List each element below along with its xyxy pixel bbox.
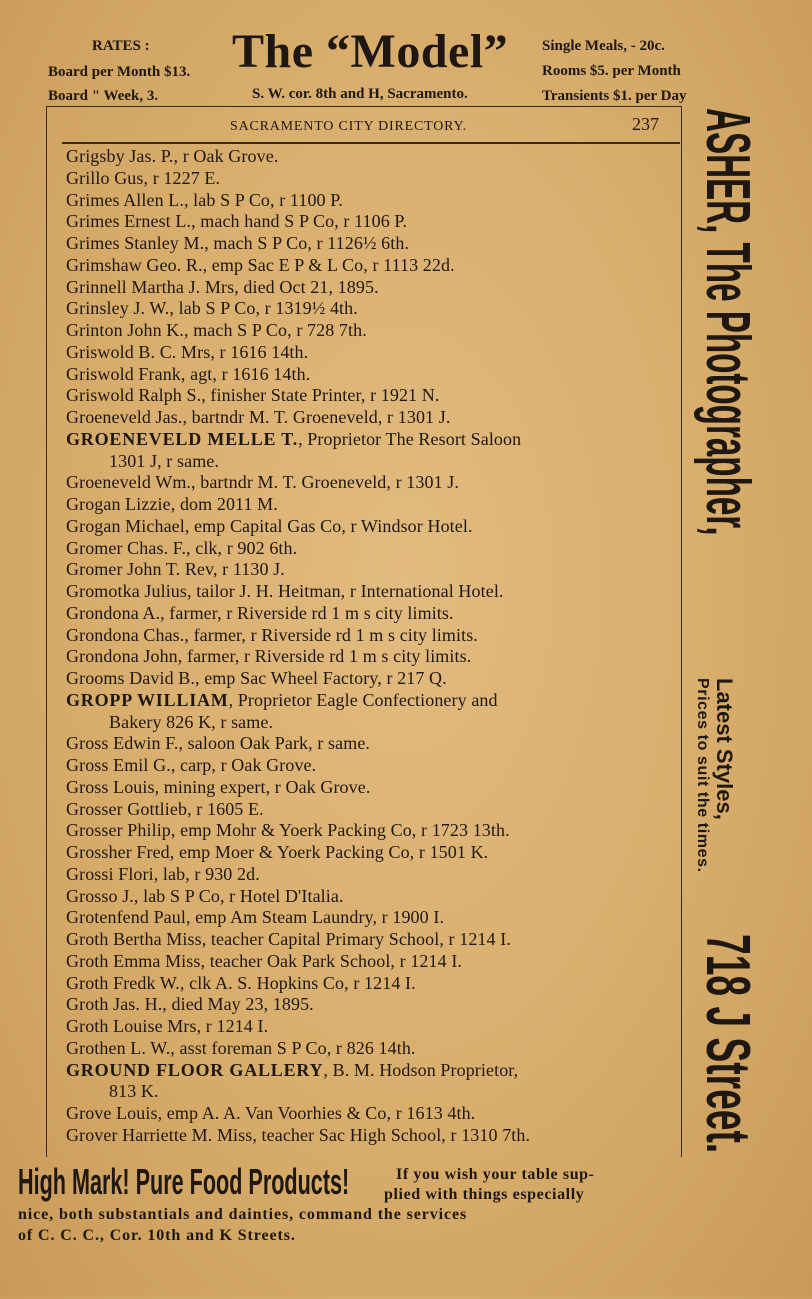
directory-entry [66,886,678,908]
entry-details: , clk A. S. Hopkins Co, r 1214 I. [179,972,416,993]
entry-name: Grossher Fred [66,842,170,862]
entry-name: Groeneveld Wm. [66,472,192,493]
side-ad-tagline: Latest Styles, [712,678,737,820]
entry-name: Grove Louis [66,1103,158,1123]
running-head: SACRAMENTO CITY DIRECTORY. [230,119,467,134]
directory-entry [66,472,678,494]
directory-entry [66,298,678,320]
directory-entry [66,516,678,538]
entry-details: , emp Am Steam Laundry, r 1900 I. [185,907,445,928]
directory-entry [66,929,678,951]
rate-month: Board per Month $13. [48,64,191,80]
entry-name: Grondona John [66,646,178,667]
entry-continuation: 813 K. [109,1081,159,1102]
entry-details: , finisher State Printer, r 1921 N. [201,385,440,406]
entry-name: Grimes Ernest L. [66,211,192,232]
entry-details: , bartndr M. T. Groeneveld, r 1301 J. [182,407,451,427]
entry-name: Groth Jas. H. [66,994,163,1015]
directory-entry [66,842,678,864]
bottom-ad-headline: High Mark! Pure Food Products! [18,1161,350,1202]
entry-name: Grinnell Martha J. Mrs [66,276,235,297]
bottom-ad-line2: plied with things especially [384,1186,585,1203]
entry-details: , mach S P Co, r 728 7th. [184,320,367,340]
entry-details: , r 1130 J. [212,559,285,580]
entry-details: , r 1605 E. [187,798,264,819]
entry-details: , emp Capital Gas Co, r Windsor Hotel. [184,515,473,536]
rate-week: Board " Week, 3. [48,88,159,104]
entry-details: , dom 2011 M. [170,494,278,514]
entry-name: GROPP WILLIAM [66,689,229,710]
directory-entry [66,668,678,690]
entry-name: Grinsley J. W. [66,298,170,319]
entry-details: , r 1214 I. [196,1016,269,1036]
entry-name: Groth Emma Miss [66,950,201,971]
entry-name: Grossi Flori [66,863,154,884]
entry-name: Gromer Chas. F. [66,537,187,558]
directory-entry [66,1038,678,1060]
entry-name: Grosso J. [66,885,134,906]
entry-details: , lab S P Co, r 1100 P. [183,189,343,210]
directory-entry [66,1103,678,1125]
entry-name: Griswold Ralph S. [66,385,202,406]
entry-details: , r 1616 14th. [210,341,309,362]
entry-details: , farmer, r Riverside rd 1 m s city limits. [160,602,454,623]
entry-details: , r 1227 E. [143,167,221,188]
bottom-ad-line4: of C. C. C., Cor. 10th and K Streets. [18,1227,296,1244]
entry-name: Grinton John K. [66,320,184,340]
entry-details: , teacher Sac High School, r 1310 7th. [252,1124,531,1145]
directory-entry [66,1125,678,1147]
directory-entry [66,625,678,647]
directory-entry [66,364,678,386]
entry-details: , emp Moer & Yoerk Packing Co, r 1501 K. [169,842,489,862]
entry-name: Gromer John T. Rev [66,559,213,580]
entry-details: , clk, r 902 6th. [186,537,298,558]
entry-details: , emp Mohr & Yoerk Packing Co, r 1723 13th. [170,820,510,841]
directory-entry [66,342,678,364]
entry-name: Grosser Philip [66,820,171,841]
entry-continuation: 1301 J, r same. [109,450,219,471]
directory-entry [66,255,678,277]
entry-name: Groth Bertha Miss [66,929,202,949]
directory-entry [66,168,678,190]
directory-entry [66,1016,678,1038]
directory-entry [66,755,678,777]
directory-entry [66,733,678,755]
entry-name: Grosser Gottlieb [66,798,188,819]
entry-details: , farmer, r Riverside rd 1 m s city limits. [184,624,478,645]
page-number: 237 [632,114,659,134]
entry-details: , Proprietor The Resort Saloon [298,428,522,449]
directory-entry [66,973,678,995]
entry-details: , teacher Oak Park School, r 1214 I. [200,950,463,971]
entry-details: , mach S P Co, r 1126½ 6th. [204,233,410,253]
directory-entry [66,646,678,668]
directory-entry [66,603,678,625]
directory-entry [66,211,678,233]
side-ad-tagline2: Prices to suit the times. [694,678,711,873]
directory-entry [66,581,678,603]
entry-name: GROENEVELD MELLE T. [66,428,299,449]
entry-name: Grothen L. W. [66,1037,171,1058]
side-ad-main: ASHER, The Photographer, [693,108,762,536]
entry-details: , lab S P Co, r 1319½ 4th. [169,298,358,319]
entry-name: Gross Emil G. [66,755,171,775]
directory-entry [66,190,678,212]
directory-entry [66,277,678,299]
entry-name: Grooms David B. [66,668,195,688]
directory-entry [66,538,678,560]
entry-name: Groth Louise Mrs [66,1016,197,1036]
entry-details: , asst foreman S P Co, r 826 14th. [170,1037,416,1058]
entry-details: , bartndr M. T. Groeneveld, r 1301 J. [191,472,460,493]
bottom-ad-line1: If you wish your table sup- [396,1166,595,1183]
entry-name: Grondona Chas. [66,624,185,645]
entry-details: , emp Sac Wheel Factory, r 217 Q. [195,668,447,688]
directory-entry [66,320,678,342]
entry-details: , lab, r 930 2d. [153,863,260,884]
directory-entry [66,994,678,1016]
entry-name: Gross Edwin F. [66,733,179,754]
entry-details: , carp, r Oak Grove. [170,755,317,775]
entry-name: Grigsby Jas. P. [66,146,174,166]
directory-entry [66,951,678,973]
entry-details: , died May 23, 1895. [162,994,314,1015]
directory-entry [66,1060,678,1104]
directory-entry [66,385,678,407]
directory-entry [66,907,678,929]
directory-entry [66,559,678,581]
hotel-name: The “Model” [232,25,509,78]
directory-entry [66,146,678,168]
entry-name: Groth Fredk W. [66,972,180,993]
entry-name: Grotenfend Paul [66,907,186,928]
entry-details: , lab S P Co, r Hotel D'Italia. [133,885,344,906]
side-ad-address: 718 J Street. [693,934,762,1154]
entry-name: Grillo Gus [66,167,144,188]
entry-details: , saloon Oak Park, r same. [178,733,371,754]
entry-details: , B. M. Hodson Proprietor, [323,1059,519,1080]
entry-details: , teacher Capital Primary School, r 1214 I. [201,929,511,949]
entry-name: Grimes Allen L. [66,189,184,210]
entry-name: Grogan Lizzie [66,494,171,514]
entry-name: Grondona A. [66,602,161,623]
directory-entry [66,233,678,255]
entry-name: Grover Harriette M. Miss [66,1124,253,1145]
entry-name: Groeneveld Jas. [66,407,183,427]
entry-name: Grimshaw Geo. R. [66,254,203,275]
directory-entry [66,820,678,842]
hotel-address: S. W. cor. 8th and H, Sacramento. [252,86,468,102]
directory-entry [66,777,678,799]
rooms-rate: Rooms $5. per Month [542,63,681,79]
entry-details: , Proprietor Eagle Confectionery and [228,689,498,710]
rates-label: RATES : [92,38,150,54]
entry-details: , agt, r 1616 14th. [180,363,311,384]
transients-rate: Transients $1. per Day [542,88,687,104]
directory-entry [66,429,678,473]
entry-details: , died Oct 21, 1895. [234,276,379,297]
entry-name: Gromotka Julius [66,581,187,601]
entry-name: Grimes Stanley M. [66,233,205,253]
entry-details: , mach hand S P Co, r 1106 P. [191,211,408,232]
directory-entry [66,407,678,429]
entry-details: , mining expert, r Oak Grove. [154,776,371,797]
side-advertisement [690,104,765,1194]
entry-details: , farmer, r Riverside rd 1 m s city limits. [177,646,472,667]
entry-continuation: Bakery 826 K, r same. [109,711,274,732]
header-rule [62,142,680,144]
entry-details: , tailor J. H. Heitman, r International Hotel. [187,581,504,601]
entry-details: , emp Sac E P & L Co, r 1113 22d. [202,254,455,275]
entry-name: Gross Louis [66,776,155,797]
entry-name: Grogan Michael [66,515,185,536]
directory-entries [66,146,678,1147]
entry-details: , emp A. A. Van Voorhies & Co, r 1613 4th. [157,1103,476,1123]
entry-name: GROUND FLOOR GALLERY [66,1059,324,1080]
entry-name: Griswold B. C. Mrs [66,341,211,362]
directory-entry [66,494,678,516]
entry-name: Griswold Frank [66,363,181,384]
entry-details: , r Oak Grove. [173,146,279,166]
directory-entry [66,864,678,886]
single-meals: Single Meals, - 20c. [542,38,665,54]
directory-entry [66,690,678,734]
bottom-ad-line3: nice, both substantials and dainties, command the services [18,1206,468,1223]
directory-entry [66,799,678,821]
